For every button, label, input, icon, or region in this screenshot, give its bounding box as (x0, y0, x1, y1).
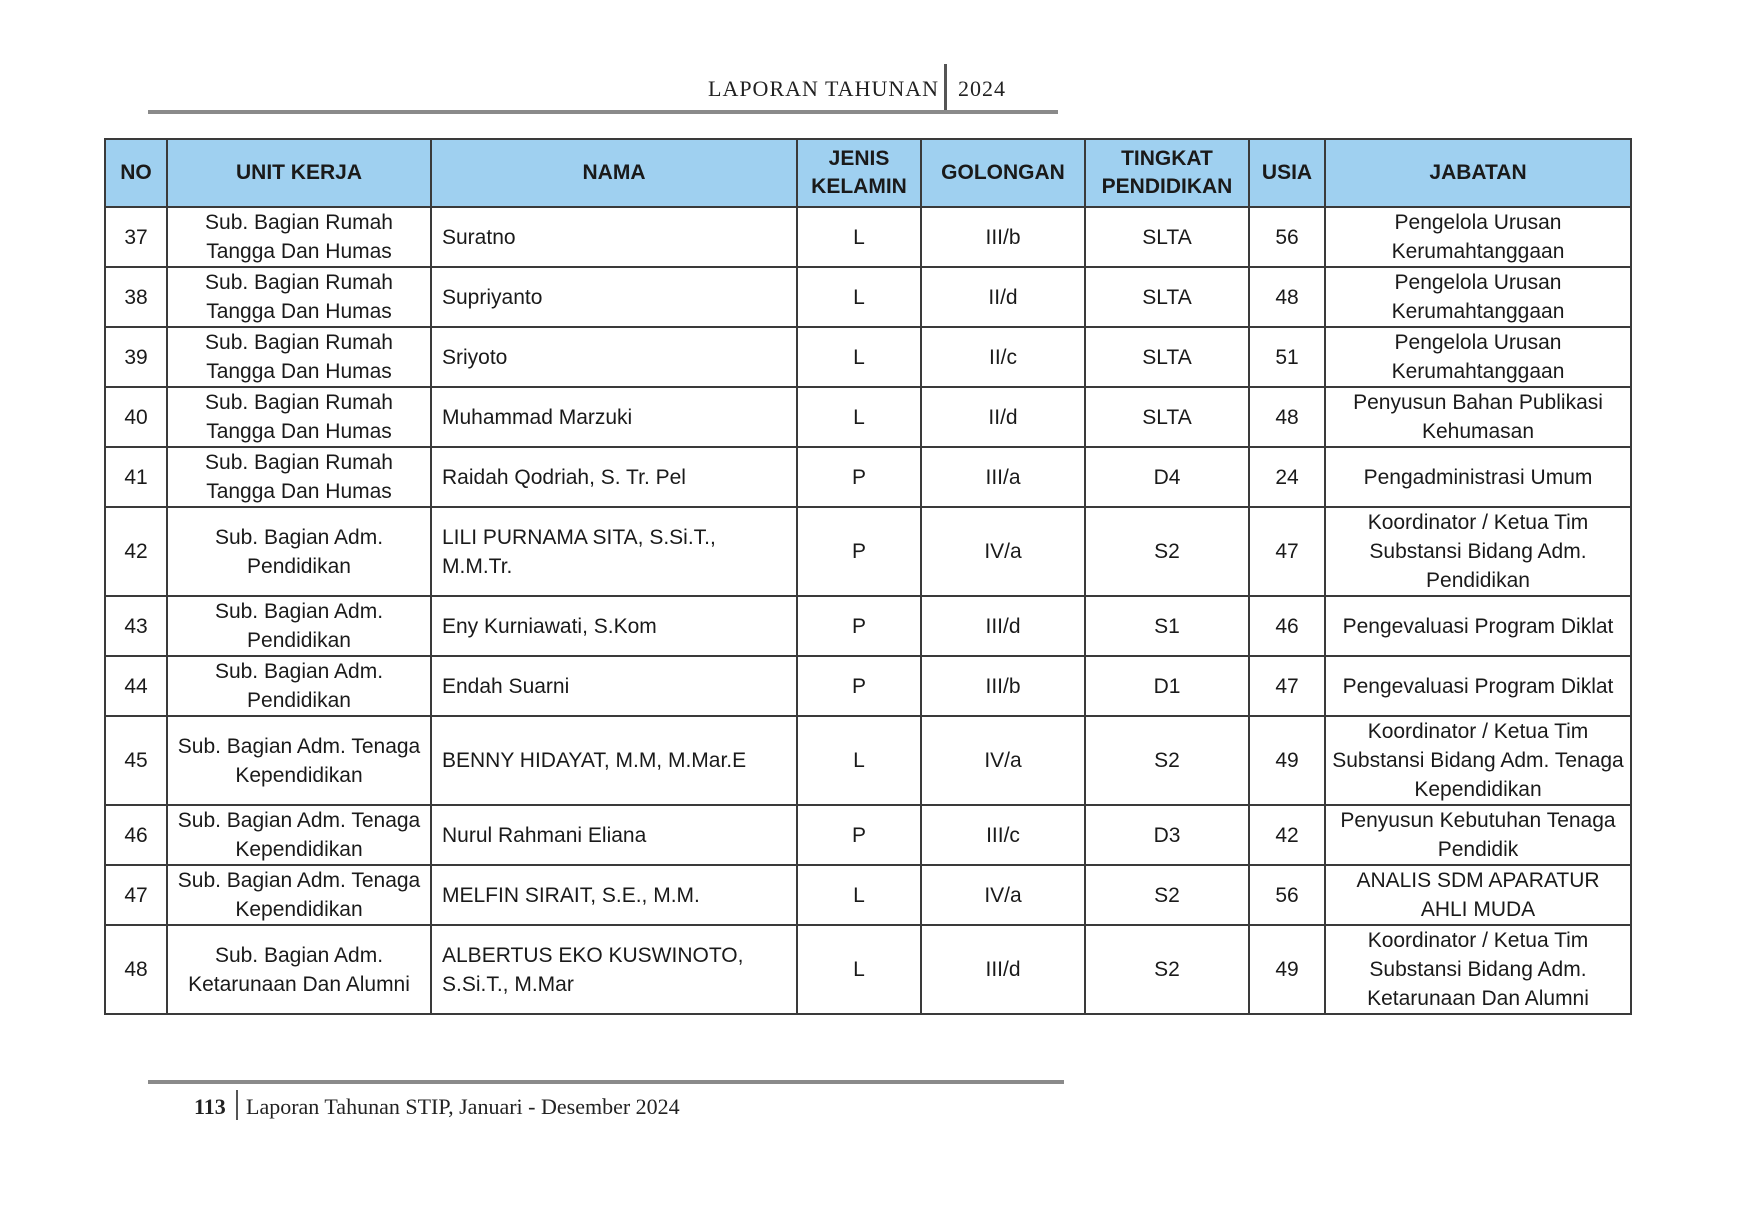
table-row (105, 327, 1631, 387)
cell-usia: 49 (1249, 925, 1325, 1014)
cell-jenis-kelamin: L (797, 207, 921, 267)
cell-no: 41 (105, 447, 167, 507)
cell-no: 42 (105, 507, 167, 596)
cell-jenis-kelamin: P (797, 447, 921, 507)
cell-golongan: IV/a (921, 716, 1085, 805)
cell-golongan: IV/a (921, 865, 1085, 925)
cell-tingkat-pendidikan: SLTA (1085, 327, 1249, 387)
cell-unit-kerja: Sub. Bagian Rumah Tangga Dan Humas (167, 387, 431, 447)
cell-jenis-kelamin: P (797, 596, 921, 656)
page-footer (148, 1080, 1064, 1120)
cell-jabatan: Pengevaluasi Program Diklat (1325, 656, 1631, 716)
cell-usia: 46 (1249, 596, 1325, 656)
cell-tingkat-pendidikan: S2 (1085, 507, 1249, 596)
cell-tingkat-pendidikan: D4 (1085, 447, 1249, 507)
cell-usia: 47 (1249, 656, 1325, 716)
staff-table (104, 138, 1632, 1015)
cell-nama: Suratno (431, 207, 797, 267)
cell-tingkat-pendidikan: D1 (1085, 656, 1249, 716)
cell-tingkat-pendidikan: S2 (1085, 865, 1249, 925)
cell-nama: Endah Suarni (431, 656, 797, 716)
cell-nama: Supriyanto (431, 267, 797, 327)
cell-unit-kerja: Sub. Bagian Adm. Tenaga Kependidikan (167, 716, 431, 805)
cell-jabatan: Pengelola Urusan Kerumahtanggaan (1325, 207, 1631, 267)
cell-nama: Raidah Qodriah, S. Tr. Pel (431, 447, 797, 507)
header-rule (148, 110, 1058, 114)
cell-nama: Nurul Rahmani Eliana (431, 805, 797, 865)
cell-golongan: III/b (921, 656, 1085, 716)
cell-usia: 24 (1249, 447, 1325, 507)
cell-tingkat-pendidikan: SLTA (1085, 207, 1249, 267)
cell-jabatan: Pengelola Urusan Kerumahtanggaan (1325, 327, 1631, 387)
cell-tingkat-pendidikan: S2 (1085, 716, 1249, 805)
cell-no: 43 (105, 596, 167, 656)
cell-jabatan: Pengevaluasi Program Diklat (1325, 596, 1631, 656)
table-row (105, 507, 1631, 596)
cell-jabatan: Penyusun Bahan Publikasi Kehumasan (1325, 387, 1631, 447)
cell-golongan: II/d (921, 387, 1085, 447)
col-header-unit-kerja: UNIT KERJA (167, 139, 431, 207)
table-header-row (105, 139, 1631, 207)
cell-no: 39 (105, 327, 167, 387)
col-header-tingkat-pendidikan: TINGKAT PENDIDIKAN (1085, 139, 1249, 207)
table-row (105, 656, 1631, 716)
cell-jabatan: Koordinator / Ketua Tim Substansi Bidang Adm. Tenaga Kependidikan (1325, 716, 1631, 805)
cell-unit-kerja: Sub. Bagian Rumah Tangga Dan Humas (167, 447, 431, 507)
report-title: LAPORAN TAHUNAN (708, 76, 940, 101)
cell-jenis-kelamin: L (797, 925, 921, 1014)
cell-jabatan: Pengadministrasi Umum (1325, 447, 1631, 507)
cell-jenis-kelamin: L (797, 267, 921, 327)
col-header-jabatan: JABATAN (1325, 139, 1631, 207)
cell-nama: MELFIN SIRAIT, S.E., M.M. (431, 865, 797, 925)
cell-jabatan: Pengelola Urusan Kerumahtanggaan (1325, 267, 1631, 327)
cell-jabatan: Koordinator / Ketua Tim Substansi Bidang Adm. Pendidikan (1325, 507, 1631, 596)
cell-golongan: III/d (921, 925, 1085, 1014)
cell-jabatan: ANALIS SDM APARATUR AHLI MUDA (1325, 865, 1631, 925)
cell-golongan: III/c (921, 805, 1085, 865)
header-divider (944, 64, 947, 110)
cell-golongan: III/d (921, 596, 1085, 656)
cell-jenis-kelamin: P (797, 507, 921, 596)
table-row (105, 447, 1631, 507)
cell-nama: LILI PURNAMA SITA, S.Si.T., M.M.Tr. (431, 507, 797, 596)
page-header (148, 62, 1058, 114)
cell-no: 44 (105, 656, 167, 716)
cell-unit-kerja: Sub. Bagian Adm. Pendidikan (167, 596, 431, 656)
cell-jenis-kelamin: P (797, 656, 921, 716)
cell-nama: ALBERTUS EKO KUSWINOTO, S.Si.T., M.Mar (431, 925, 797, 1014)
cell-no: 45 (105, 716, 167, 805)
cell-jenis-kelamin: L (797, 865, 921, 925)
col-header-nama: NAMA (431, 139, 797, 207)
table-row (105, 207, 1631, 267)
cell-no: 37 (105, 207, 167, 267)
table-row (105, 387, 1631, 447)
cell-unit-kerja: Sub. Bagian Adm. Pendidikan (167, 656, 431, 716)
cell-no: 48 (105, 925, 167, 1014)
cell-no: 38 (105, 267, 167, 327)
cell-golongan: III/b (921, 207, 1085, 267)
cell-tingkat-pendidikan: S1 (1085, 596, 1249, 656)
col-header-jenis-kelamin: JENIS KELAMIN (797, 139, 921, 207)
cell-usia: 42 (1249, 805, 1325, 865)
cell-nama: Eny Kurniawati, S.Kom (431, 596, 797, 656)
table-row (105, 596, 1631, 656)
cell-unit-kerja: Sub. Bagian Adm. Ketarunaan Dan Alumni (167, 925, 431, 1014)
col-header-no: NO (105, 139, 167, 207)
cell-nama: BENNY HIDAYAT, M.M, M.Mar.E (431, 716, 797, 805)
footer-text: Laporan Tahunan STIP, Januari - Desember 2024 (246, 1094, 680, 1119)
cell-jenis-kelamin: P (797, 805, 921, 865)
cell-unit-kerja: Sub. Bagian Rumah Tangga Dan Humas (167, 207, 431, 267)
cell-jabatan: Koordinator / Ketua Tim Substansi Bidang Adm. Ketarunaan Dan Alumni (1325, 925, 1631, 1014)
table-row (105, 267, 1631, 327)
cell-nama: Muhammad Marzuki (431, 387, 797, 447)
table-row (105, 865, 1631, 925)
table-row (105, 925, 1631, 1014)
cell-tingkat-pendidikan: S2 (1085, 925, 1249, 1014)
table-row (105, 805, 1631, 865)
cell-no: 47 (105, 865, 167, 925)
cell-usia: 56 (1249, 865, 1325, 925)
cell-usia: 49 (1249, 716, 1325, 805)
report-year: 2024 (958, 76, 1006, 101)
cell-unit-kerja: Sub. Bagian Adm. Pendidikan (167, 507, 431, 596)
col-header-usia: USIA (1249, 139, 1325, 207)
cell-usia: 48 (1249, 267, 1325, 327)
footer-divider (236, 1090, 238, 1120)
cell-nama: Sriyoto (431, 327, 797, 387)
cell-no: 46 (105, 805, 167, 865)
cell-tingkat-pendidikan: SLTA (1085, 267, 1249, 327)
cell-unit-kerja: Sub. Bagian Rumah Tangga Dan Humas (167, 267, 431, 327)
cell-golongan: II/d (921, 267, 1085, 327)
cell-jabatan: Penyusun Kebutuhan Tenaga Pendidik (1325, 805, 1631, 865)
cell-usia: 48 (1249, 387, 1325, 447)
cell-no: 40 (105, 387, 167, 447)
table-row (105, 716, 1631, 805)
cell-usia: 51 (1249, 327, 1325, 387)
cell-jenis-kelamin: L (797, 716, 921, 805)
page-number: 113 (194, 1094, 226, 1119)
cell-golongan: IV/a (921, 507, 1085, 596)
cell-tingkat-pendidikan: SLTA (1085, 387, 1249, 447)
cell-jenis-kelamin: L (797, 387, 921, 447)
footer-rule (148, 1080, 1064, 1084)
cell-unit-kerja: Sub. Bagian Adm. Tenaga Kependidikan (167, 805, 431, 865)
cell-usia: 56 (1249, 207, 1325, 267)
cell-usia: 47 (1249, 507, 1325, 596)
cell-golongan: III/a (921, 447, 1085, 507)
cell-golongan: II/c (921, 327, 1085, 387)
col-header-golongan: GOLONGAN (921, 139, 1085, 207)
cell-tingkat-pendidikan: D3 (1085, 805, 1249, 865)
cell-unit-kerja: Sub. Bagian Rumah Tangga Dan Humas (167, 327, 431, 387)
cell-unit-kerja: Sub. Bagian Adm. Tenaga Kependidikan (167, 865, 431, 925)
cell-jenis-kelamin: L (797, 327, 921, 387)
